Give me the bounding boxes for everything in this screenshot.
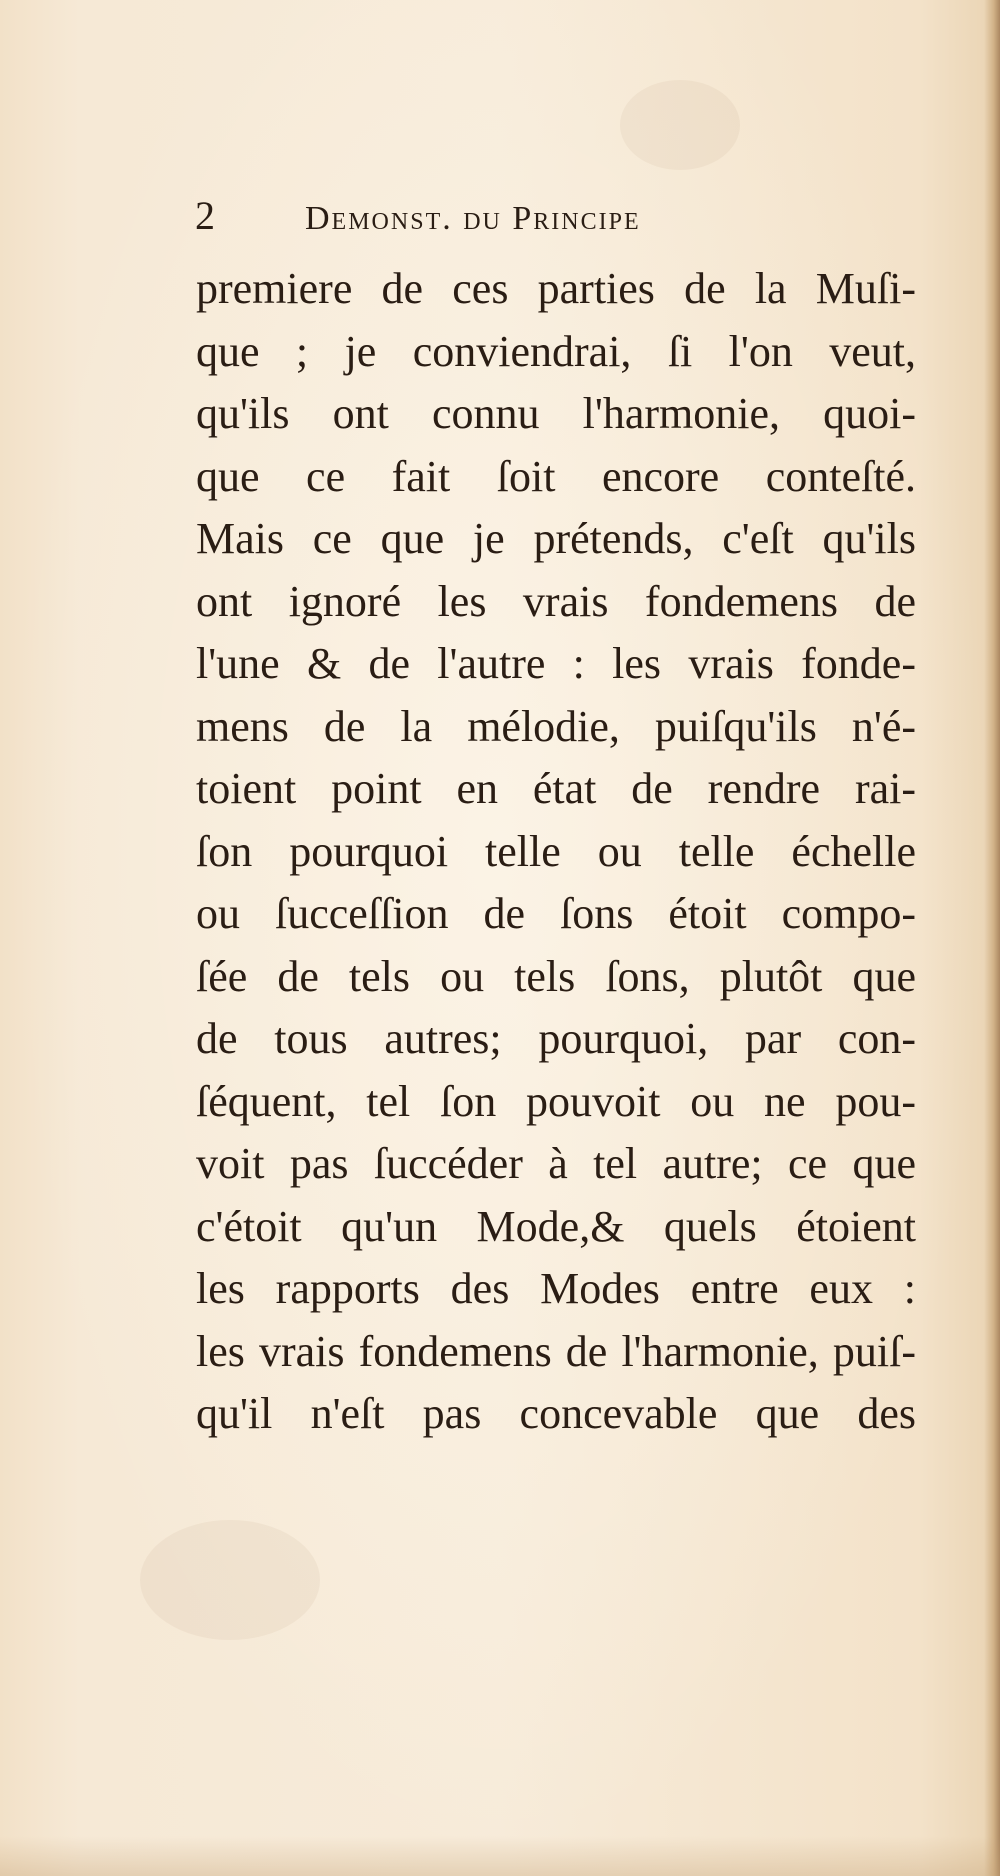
page-header (195, 192, 835, 248)
text-line: les rapports des Modes entre eux : (196, 1264, 916, 1313)
text-line: ſéquent, tel ſon pouvoit ou ne pou- (196, 1076, 916, 1126)
text-line: que ; je conviendrai, ſi l'on veut, (196, 326, 916, 376)
text-line: Mais ce que je prétends, c'eſt qu'ils (196, 514, 916, 563)
text-line: de tous autres; pourquoi, par con- (196, 1014, 916, 1063)
text-line: ſon pourquoi telle ou telle échelle (196, 826, 916, 876)
text-line: toient point en état de rendre rai- (196, 764, 916, 813)
text-line: voit pas ſuccéder à tel autre; ce que (196, 1139, 916, 1188)
text-line: ou ſucceſſion de ſons étoit compo- (196, 889, 916, 938)
paper-stain (140, 1520, 320, 1640)
text-line: mens de la mélodie, puiſqu'ils n'é- (196, 701, 916, 751)
running-head: Demonst. du Principe (305, 200, 641, 237)
text-line: ont ignoré les vrais fondemens de (196, 576, 916, 626)
text-line: ſée de tels ou tels ſons, plutôt que (196, 951, 916, 1001)
paper-stain (620, 80, 740, 170)
text-line: l'une & de l'autre : les vrais fonde- (196, 639, 916, 688)
page-bottom-shadow (0, 1836, 1000, 1876)
text-line: les vrais fondemens de l'harmonie, puiſ- (196, 1326, 916, 1376)
page-number: 2 (195, 193, 215, 238)
text-line: qu'il n'eſt pas concevable que des (196, 1389, 916, 1438)
page-edge-shadow (984, 0, 1000, 1876)
text-line: que ce fait ſoit encore conteſté. (196, 451, 916, 501)
text-line: c'étoit qu'un Mode,& quels étoient (196, 1201, 916, 1251)
text-line: premiere de ces parties de la Muſi- (196, 264, 916, 313)
text-line: qu'ils ont connu l'harmonie, quoi- (196, 389, 916, 438)
body-text (196, 258, 916, 1446)
